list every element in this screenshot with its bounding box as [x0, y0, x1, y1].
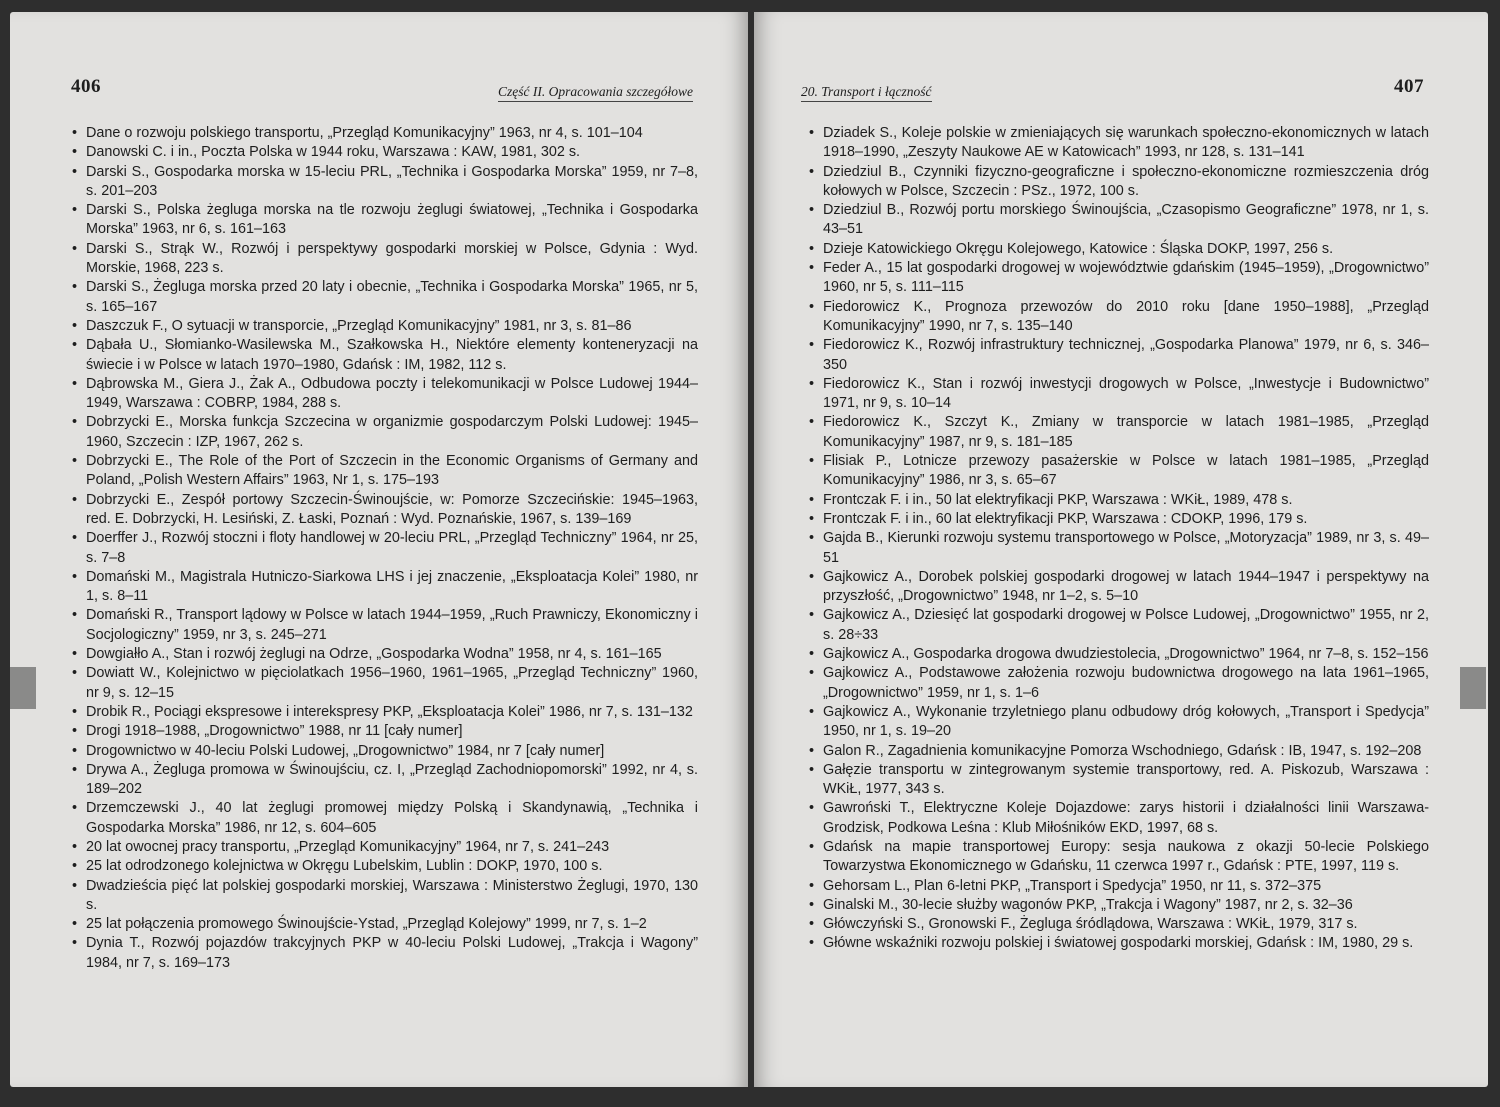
bibliography-entry: • Dobrzycki E., The Role of the Port of Szczecin in the Economic Organisms of Germany and Poland, „Polish Western Affairs” 1963, Nr 1, s. 175–193	[86, 452, 698, 491]
bibliography-entry: • Gajkowicz A., Dorobek polskiej gospodarki drogowej w latach 1944–1947 i perspektywy na przyszłość, „Drogownictwo” 1948, nr 1–2, s. 5–10	[823, 568, 1429, 607]
bibliography-entry: • Drogownictwo w 40-leciu Polski Ludowej, „Drogownictwo” 1984, nr 7 [cały numer]	[86, 742, 698, 761]
bibliography-entry: • Dąbrowska M., Giera J., Żak A., Odbudowa poczty i telekomunikacji w Polsce Ludowej 1944–1949, Warszawa : COBRP, 1984, 288 s.	[86, 375, 698, 414]
page-number: 406	[71, 76, 101, 97]
thumb-index-tab	[1460, 667, 1486, 709]
bibliography-entry: • Frontczak F. i in., 60 lat elektryfikacji PKP, Warszawa : CDOKP, 1996, 179 s.	[823, 510, 1429, 529]
bibliography-entry: • Frontczak F. i in., 50 lat elektryfikacji PKP, Warszawa : WKiŁ, 1989, 478 s.	[823, 491, 1429, 510]
thumb-index-tab	[10, 667, 36, 709]
bibliography-entry: • Danowski C. i in., Poczta Polska w 1944 roku, Warszawa : KAW, 1981, 302 s.	[86, 143, 698, 162]
page-number: 407	[1394, 76, 1424, 97]
bibliography-entry: • Fiedorowicz K., Stan i rozwój inwestycji drogowych w Polsce, „Inwestycje i Budownictwo” 1971, nr 9, s. 10–14	[823, 375, 1429, 414]
bibliography-entry: • Gajkowicz A., Podstawowe założenia rozwoju budownictwa drogowego na lata 1961–1965, „Drogownictwo” 1959, nr 1, s. 1–6	[823, 664, 1429, 703]
bibliography-entry: • Fiedorowicz K., Rozwój infrastruktury technicznej, „Gospodarka Planowa” 1979, nr 6, s. 346–350	[823, 336, 1429, 375]
bibliography-entry: • Darski S., Polska żegluga morska na tle rozwoju żeglugi światowej, „Technika i Gospodarka Morska” 1963, nr 6, s. 161–163	[86, 201, 698, 240]
bibliography-entry: • Dobrzycki E., Zespół portowy Szczecin-Świnoujście, w: Pomorze Szczecińskie: 1945–1963, red. E. Dobrzycki, H. Lesiński, Z. Łaski, Poznań : Wyd. Poznańskie, 1967, s. 139–169	[86, 491, 698, 530]
bibliography-list	[86, 124, 698, 973]
bibliography-entry: • Gajkowicz A., Wykonanie trzyletniego planu odbudowy dróg kołowych, „Transport i Spedycja” 1950, nr 1, s. 19–20	[823, 703, 1429, 742]
bibliography-entry: • Domański R., Transport lądowy w Polsce w latach 1944–1959, „Ruch Prawniczy, Ekonomiczny i Socjologiczny” 1959, nr 3, s. 245–271	[86, 606, 698, 645]
bibliography-entry: • Gehorsam L., Plan 6-letni PKP, „Transport i Spedycja” 1950, nr 11, s. 372–375	[823, 877, 1429, 896]
running-head: 20. Transport i łączność	[801, 84, 932, 102]
bibliography-entry: • Galon R., Zagadnienia komunikacyjne Pomorza Wschodniego, Gdańsk : IB, 1947, s. 192–208	[823, 742, 1429, 761]
bibliography-entry: • Dowiatt W., Kolejnictwo w pięciolatkach 1956–1960, 1961–1965, „Przegląd Techniczny” 1960, nr 9, s. 12–15	[86, 664, 698, 703]
bibliography-entry: • Dziadek S., Koleje polskie w zmieniających się warunkach społeczno-ekonomicznych w latach 1918–1990, „Zeszyty Naukowe AE w Katowicach” 1993, nr 128, s. 131–141	[823, 124, 1429, 163]
bibliography-entry: • Darski S., Żegluga morska przed 20 laty i obecnie, „Technika i Gospodarka Morska” 1965, nr 5, s. 165–167	[86, 278, 698, 317]
bibliography-entry: • Główczyński S., Gronowski F., Żegluga śródlądowa, Warszawa : WKiŁ, 1979, 317 s.	[823, 915, 1429, 934]
bibliography-entry: • Feder A., 15 lat gospodarki drogowej w województwie gdańskim (1945–1959), „Drogownictwo” 1960, nr 5, s. 111–115	[823, 259, 1429, 298]
bibliography-entry: • Gawroński T., Elektryczne Koleje Dojazdowe: zarys historii i działalności linii Warszawa-Grodzisk, Podkowa Leśna : Klub Miłośników EKD, 1997, 68 s.	[823, 799, 1429, 838]
bibliography-entry: • Dobrzycki E., Morska funkcja Szczecina w organizmie gospodarczym Polski Ludowej: 1945–1960, Szczecin : IZP, 1967, 262 s.	[86, 413, 698, 452]
bibliography-entry: • 20 lat owocnej pracy transportu, „Przegląd Komunikacyjny” 1964, nr 7, s. 241–243	[86, 838, 698, 857]
bibliography-entry: • Drzemczewski J., 40 lat żeglugi promowej między Polską i Skandynawią, „Technika i Gospodarka Morska” 1986, nr 12, s. 604–605	[86, 799, 698, 838]
bibliography-entry: • Główne wskaźniki rozwoju polskiej i światowej gospodarki morskiej, Gdańsk : IM, 1980, 29 s.	[823, 934, 1429, 953]
right-page	[754, 12, 1488, 1087]
bibliography-entry: • Ginalski M., 30-lecie służby wagonów PKP, „Trakcja i Wagony” 1987, nr 2, s. 32–36	[823, 896, 1429, 915]
bibliography-entry: • Dowgiałło A., Stan i rozwój żeglugi na Odrze, „Gospodarka Wodna” 1958, nr 4, s. 161–165	[86, 645, 698, 664]
bibliography-entry: • Daszczuk F., O sytuacji w transporcie, „Przegląd Komunikacyjny” 1981, nr 3, s. 81–86	[86, 317, 698, 336]
bibliography-entry: • Dane o rozwoju polskiego transportu, „Przegląd Komunikacyjny” 1963, nr 4, s. 101–104	[86, 124, 698, 143]
bibliography-entry: • Dynia T., Rozwój pojazdów trakcyjnych PKP w 40-leciu Polski Ludowej, „Trakcja i Wagony” 1984, nr 7, s. 169–173	[86, 934, 698, 973]
bibliography-entry: • Drywa A., Żegluga promowa w Świnoujściu, cz. I, „Przegląd Zachodniopomorski” 1992, nr 4, s. 189–202	[86, 761, 698, 800]
bibliography-entry: • Dwadzieścia pięć lat polskiej gospodarki morskiej, Warszawa : Ministerstwo Żeglugi, 1970, 130 s.	[86, 877, 698, 916]
bibliography-entry: • Darski S., Strąk W., Rozwój i perspektywy gospodarki morskiej w Polsce, Gdynia : Wyd. Morskie, 1968, 223 s.	[86, 240, 698, 279]
bibliography-entry: • Gdańsk na mapie transportowej Europy: sesja naukowa z okazji 50-lecie Polskiego Towarzystwa Ekonomicznego w Gdańsku, 11 czerwca 1997 r., Gdańsk : PTE, 1997, 119 s.	[823, 838, 1429, 877]
running-head: Część II. Opracowania szczegółowe	[498, 84, 693, 102]
bibliography-entry: • 25 lat odrodzonego kolejnictwa w Okręgu Lubelskim, Lublin : DOKP, 1970, 100 s.	[86, 857, 698, 876]
bibliography-entry: • Dzieje Katowickiego Okręgu Kolejowego, Katowice : Śląska DOKP, 1997, 256 s.	[823, 240, 1429, 259]
bibliography-entry: • Doerffer J., Rozwój stoczni i floty handlowej w 20-leciu PRL, „Przegląd Techniczny” 1964, nr 25, s. 7–8	[86, 529, 698, 568]
bibliography-entry: • Gajkowicz A., Dziesięć lat gospodarki drogowej w Polsce Ludowej, „Drogownictwo” 1955, nr 2, s. 28÷33	[823, 606, 1429, 645]
bibliography-entry: • Gałęzie transportu w zintegrowanym systemie transportowy, red. A. Piskozub, Warszawa : WKiŁ, 1977, 343 s.	[823, 761, 1429, 800]
bibliography-entry: • Darski S., Gospodarka morska w 15-leciu PRL, „Technika i Gospodarka Morska” 1959, nr 7–8, s. 201–203	[86, 163, 698, 202]
bibliography-list	[823, 124, 1429, 954]
bibliography-entry: • Dziedziul B., Rozwój portu morskiego Świnoujścia, „Czasopismo Geograficzne” 1978, nr 1, s. 43–51	[823, 201, 1429, 240]
bibliography-entry: • Fiedorowicz K., Prognoza przewozów do 2010 roku [dane 1950–1988], „Przegląd Komunikacyjny” 1990, nr 7, s. 135–140	[823, 298, 1429, 337]
bibliography-entry: • Dziedziul B., Czynniki fizyczno-geograficzne i społeczno-ekonomiczne rozmieszczenia dróg kołowych w Polsce, Szczecin : PSz., 1972, 100 s.	[823, 163, 1429, 202]
bibliography-entry: • Gajkowicz A., Gospodarka drogowa dwudziestolecia, „Drogownictwo” 1964, nr 7–8, s. 152–156	[823, 645, 1429, 664]
bibliography-entry: • Fiedorowicz K., Szczyt K., Zmiany w transporcie w latach 1981–1985, „Przegląd Komunikacyjny” 1987, nr 9, s. 181–185	[823, 413, 1429, 452]
bibliography-entry: • Gajda B., Kierunki rozwoju systemu transportowego w Polsce, „Motoryzacja” 1989, nr 3, s. 49–51	[823, 529, 1429, 568]
bibliography-entry: • Flisiak P., Lotnicze przewozy pasażerskie w Polsce w latach 1981–1985, „Przegląd Komunikacyjny” 1986, nr 3, s. 65–67	[823, 452, 1429, 491]
bibliography-entry: • Drogi 1918–1988, „Drogownictwo” 1988, nr 11 [cały numer]	[86, 722, 698, 741]
left-page	[10, 12, 748, 1087]
bibliography-entry: • Domański M., Magistrala Hutniczo-Siarkowa LHS i jej znaczenie, „Eksploatacja Kolei” 1980, nr 1, s. 8–11	[86, 568, 698, 607]
bibliography-entry: • 25 lat połączenia promowego Świnoujście-Ystad, „Przegląd Kolejowy” 1999, nr 7, s. 1–2	[86, 915, 698, 934]
bibliography-entry: • Dąbała U., Słomianko-Wasilewska M., Szałkowska H., Niektóre elementy konteneryzacji na świecie i w Polsce w latach 1970–1980, Gdańsk : IM, 1982, 112 s.	[86, 336, 698, 375]
bibliography-entry: • Drobik R., Pociągi ekspresowe i interekspresy PKP, „Eksploatacja Kolei” 1986, nr 7, s. 131–132	[86, 703, 698, 722]
